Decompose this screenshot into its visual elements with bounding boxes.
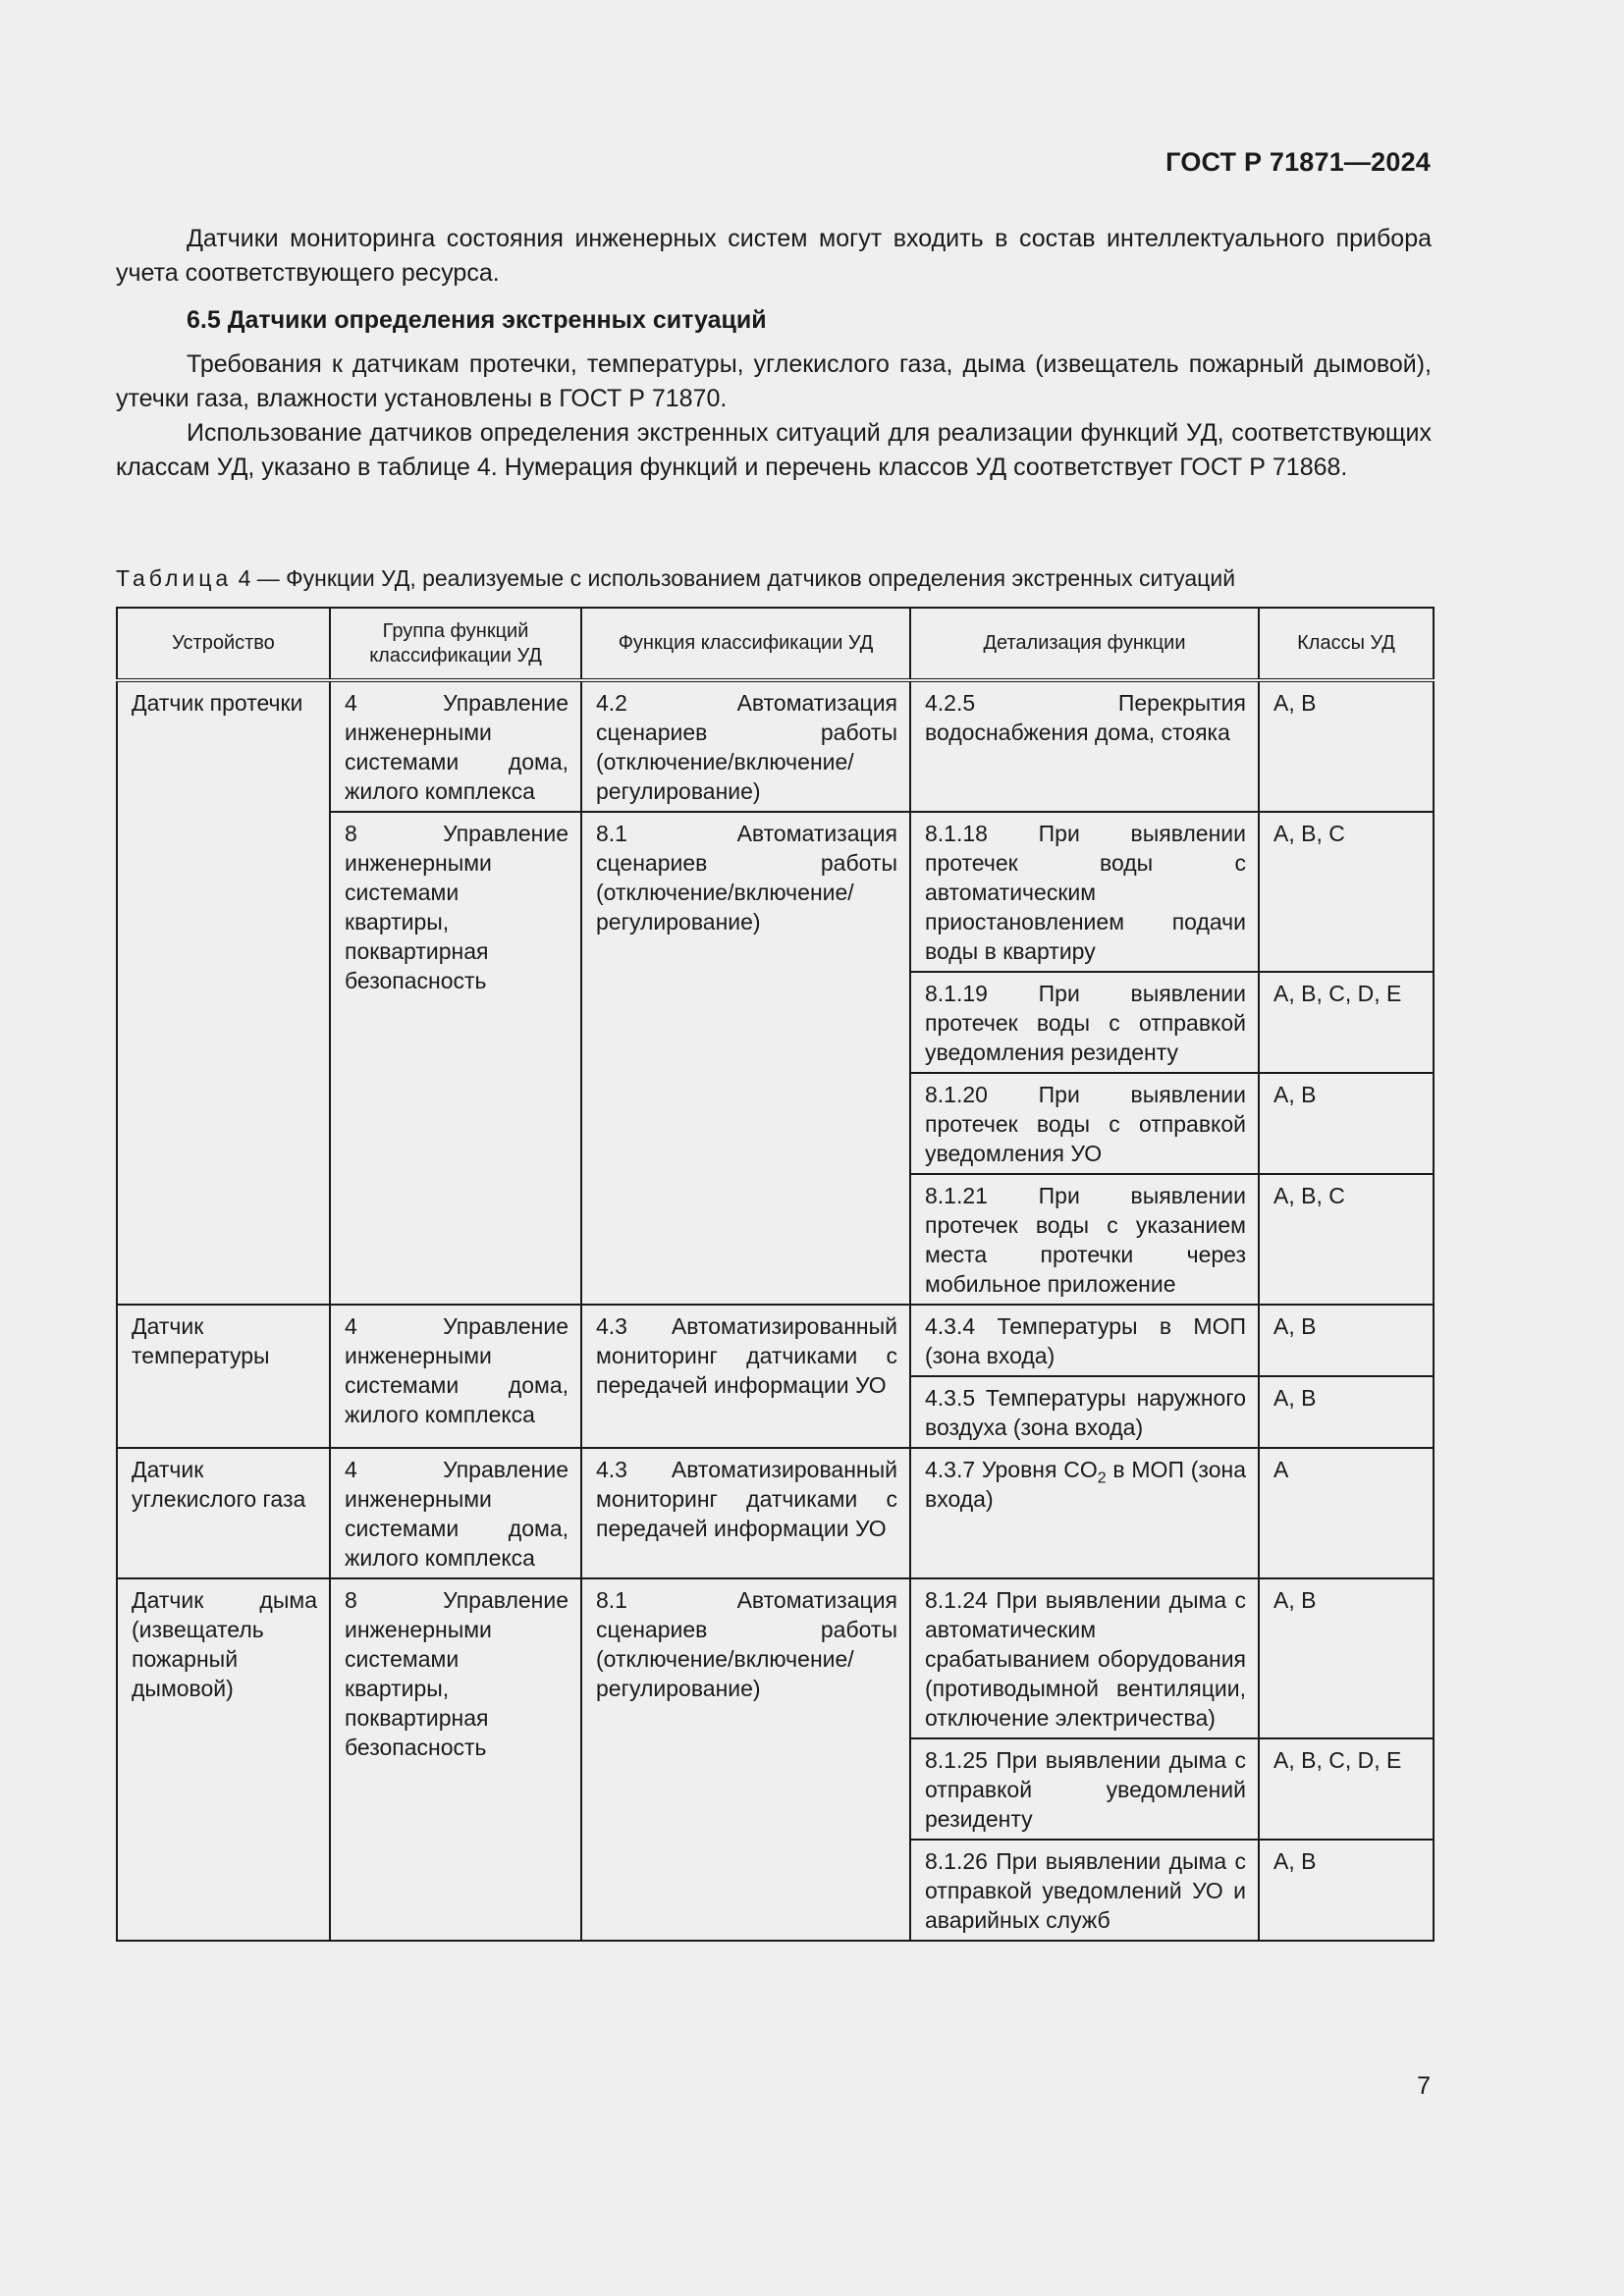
functions-table	[116, 607, 1435, 1942]
device-cell: Датчик углекислого газа	[117, 1448, 330, 1578]
detail-cell: 4.3.5 Температуры наружного воздуха (зона входа)	[910, 1376, 1259, 1448]
classes-cell: A	[1259, 1448, 1434, 1578]
function-cell: 8.1 Автоматизация сценариев работы (отключение/включение/регулирование)	[581, 1578, 910, 1941]
detail-cell: 4.2.5 Перекрытия водоснабжения дома, стояка	[910, 680, 1259, 812]
classes-cell: A, B	[1259, 1073, 1434, 1174]
table-caption-text: 4 — Функции УД, реализуемые с использованием датчиков определения экстренных ситуаций	[232, 565, 1236, 591]
table-row	[117, 1448, 1434, 1578]
function-cell: 4.2 Автоматизация сценариев работы (отключение/включение/регулирование)	[581, 680, 910, 812]
classes-cell: A, B	[1259, 680, 1434, 812]
header-function-detail: Детализация функции	[910, 608, 1259, 680]
detail-text-tail: в МОП (зона входа)	[925, 1457, 1246, 1512]
document-code: ГОСТ Р 71871—2024	[1165, 147, 1431, 177]
header-function-group: Группа функций классификации УД	[330, 608, 581, 680]
classes-cell: A, B, C	[1259, 812, 1434, 972]
paragraph-usage: Использование датчиков определения экстренных ситуаций для реализации функций УД, соответствующих классам УД, указано в таблице 4. Нумерация функций и перечень классов УД соответствует ГОСТ Р 71868.	[116, 419, 1432, 481]
detail-cell: 8.1.20 При выявлении протечек воды с отправкой уведомления УО	[910, 1073, 1259, 1174]
classes-cell: A, B	[1259, 1578, 1434, 1738]
table-caption-label: Таблица	[116, 565, 233, 591]
header-device: Устройство	[117, 608, 330, 680]
paragraph-requirements: Требования к датчикам протечки, температуры, углекислого газа, дыма (извещатель пожарный дымовой), утечки газа, влажности установлены в ГОСТ Р 71870.	[116, 350, 1432, 412]
detail-cell: 8.1.19 При выявлении протечек воды с отправкой уведомления резиденту	[910, 972, 1259, 1073]
detail-cell	[910, 1448, 1259, 1578]
detail-cell: 4.3.4 Температуры в МОП (зона входа)	[910, 1305, 1259, 1376]
table-row	[117, 680, 1434, 812]
body-text	[116, 222, 1432, 485]
classes-cell: A, B	[1259, 1376, 1434, 1448]
table-row	[117, 1578, 1434, 1738]
detail-cell: 8.1.18 При выявлении протечек воды с автоматическим приостановлением подачи воды в квартиру	[910, 812, 1259, 972]
device-cell: Датчик дыма (извещатель пожарный дымовой)	[117, 1578, 330, 1941]
detail-text: 4.3.7 Уровня CO	[925, 1457, 1098, 1482]
table-caption	[116, 563, 1235, 593]
function-cell: 8.1 Автоматизация сценариев работы (отключение/включение/регулирование)	[581, 812, 910, 1305]
classes-cell: A, B, C, D, E	[1259, 1738, 1434, 1840]
classes-cell: A, B	[1259, 1840, 1434, 1941]
section-title: 6.5 Датчики определения экстренных ситуаций	[187, 306, 767, 334]
classes-cell: A, B, C, D, E	[1259, 972, 1434, 1073]
function-cell: 4.3 Автоматизированный мониторинг датчиками с передачей информации УО	[581, 1305, 910, 1448]
detail-cell: 8.1.21 При выявлении протечек воды с указанием места протечки через мобильное приложение	[910, 1174, 1259, 1305]
function-group-cell: 4 Управление инженерными системами дома, жилого комплекса	[330, 1305, 581, 1448]
function-group-cell: 8 Управление инженерными системами квартиры, поквартирная безопасность	[330, 1578, 581, 1941]
classes-cell: A, B	[1259, 1305, 1434, 1376]
paragraph-sensors-metering: Датчики мониторинга состояния инженерных систем могут входить в состав интеллектуального прибора учета соответствующего ресурса.	[116, 225, 1432, 287]
page-number: 7	[1417, 2072, 1431, 2100]
subscript: 2	[1097, 1469, 1107, 1487]
detail-cell: 8.1.24 При выявлении дыма с автоматическим срабатыванием оборудования (противодымной вентиляции, отключение электричества)	[910, 1578, 1259, 1738]
function-group-cell: 4 Управление инженерными системами дома, жилого комплекса	[330, 1448, 581, 1578]
device-cell: Датчик температуры	[117, 1305, 330, 1448]
function-cell: 4.3 Автоматизированный мониторинг датчиками с передачей информации УО	[581, 1448, 910, 1578]
device-cell: Датчик протечки	[117, 680, 330, 1305]
table-row	[117, 1305, 1434, 1376]
header-function: Функция классификации УД	[581, 608, 910, 680]
detail-cell: 8.1.25 При выявлении дыма с отправкой уведомлений резиденту	[910, 1738, 1259, 1840]
detail-cell: 8.1.26 При выявлении дыма с отправкой уведомлений УО и аварийных служб	[910, 1840, 1259, 1941]
table-header-row	[117, 608, 1434, 680]
header-classes: Классы УД	[1259, 608, 1434, 680]
function-group-cell: 4 Управление инженерными системами дома, жилого комплекса	[330, 680, 581, 812]
classes-cell: A, B, C	[1259, 1174, 1434, 1305]
function-group-cell: 8 Управление инженерными системами квартиры, поквартирная безопасность	[330, 812, 581, 1305]
